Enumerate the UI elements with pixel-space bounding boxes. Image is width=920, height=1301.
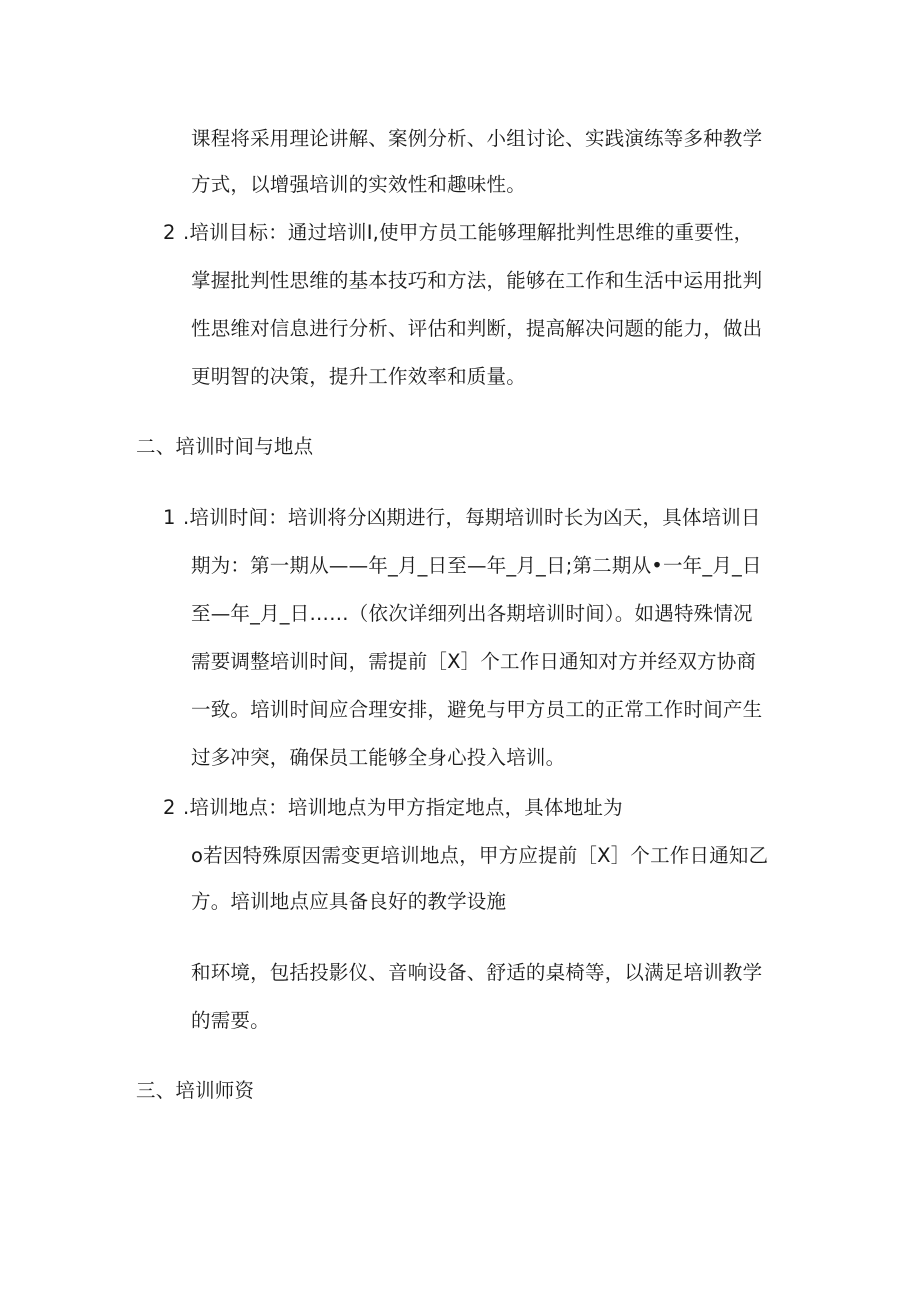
time-line-4: 需要调整培训时间，需提前［X］个工作日通知对方并经双方协商 bbox=[191, 650, 757, 673]
time-number: 1 bbox=[163, 506, 176, 529]
location-line-5: 的需要。 bbox=[191, 1009, 270, 1032]
location-line-3: 方。培训地点应具备良好的教学设施 bbox=[191, 890, 507, 913]
intro-line-1: 课程将采用理论讲解、案例分析、小组讨论、实践演练等多种教学 bbox=[191, 127, 763, 150]
location-line-4: 和环境，包括投影仪、音响设备、舒适的桌椅等，以满足培训教学 bbox=[191, 961, 763, 984]
goal-line-1: .培训目标：通过培训I,使甲方员工能够理解批判性思维的重要性， bbox=[183, 221, 754, 244]
goal-line-3: 性思维对信息进行分析、评估和判断，提高解决问题的能力，做出 bbox=[191, 317, 763, 340]
section-3-title: 三、培训师资 bbox=[136, 1079, 255, 1102]
goal-line-4: 更明智的决策，提升工作效率和质量。 bbox=[191, 365, 526, 388]
location-line-1: .培训地点：培训地点为甲方指定地点，具体地址为 bbox=[183, 796, 623, 819]
time-line-3: 至—年_月_日……（依次详细列出各期培训时间）。如遇特殊情况 bbox=[191, 602, 753, 625]
time-line-6: 过多冲突，确保员工能够全身心投入培训。 bbox=[191, 746, 566, 769]
time-line-5: 一致。培训时间应合理安排，避免与甲方员工的正常工作时间产生 bbox=[191, 698, 763, 721]
location-line-2: o若因特殊原因需变更培训地点，甲方应提前［X］个工作日通知乙 bbox=[191, 844, 769, 867]
time-line-2: 期为：第一期从——年_月_日至—年_月_日;第二期从•一年_月_日 bbox=[191, 554, 762, 577]
goal-line-2: 掌握批判性思维的基本技巧和方法，能够在工作和生活中运用批判 bbox=[191, 269, 763, 292]
intro-line-2: 方式，以增强培训的实效性和趣味性。 bbox=[191, 173, 526, 196]
section-2-title: 二、培训时间与地点 bbox=[136, 435, 314, 458]
location-number: 2 bbox=[163, 796, 176, 819]
time-line-1: .培训时间：培训将分凶期进行，每期培训时长为凶天，具体培训日 bbox=[183, 506, 761, 529]
goal-number: 2 bbox=[163, 221, 176, 244]
